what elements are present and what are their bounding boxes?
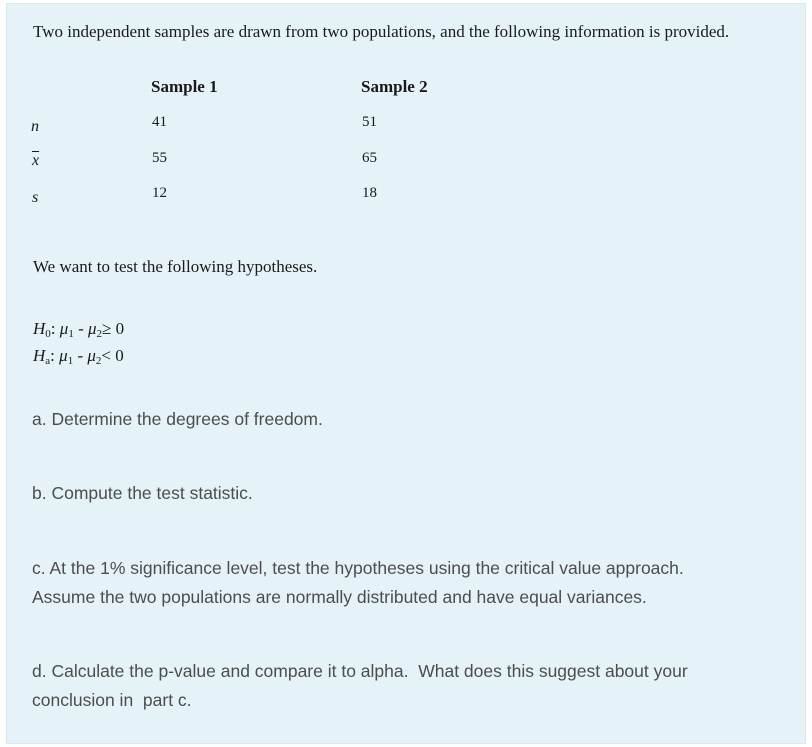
question-c [32,554,684,612]
ha-symbol: H [33,346,46,365]
h0-colon: : [50,319,60,338]
h0-mu2-subscript: 2 [96,328,103,340]
h0-subscript: 0 [45,328,51,340]
question-d [32,657,688,715]
h0-mu1-subscript: 1 [68,328,74,340]
question-b: b. Compute the test statistic. [32,483,253,503]
h0-mu2: μ [87,319,97,338]
row-label-xbar: $\overline{x}$ [32,152,40,169]
header-sample-2: Sample 2 [361,77,428,96]
alternative-hypothesis [33,346,124,367]
ha-mu1: μ [59,346,68,365]
question-c-line-2: Assume the two populations are normally distributed and have equal variances. [32,587,647,607]
sample1-s: 12 [152,185,167,201]
ha-mu1-subscript: 1 [67,355,74,367]
row-label-n: n [31,118,39,135]
question-c-line-1: c. At the 1% significance level, test the hypotheses using the critical value approach. [32,558,684,578]
question-panel [6,3,806,744]
sample2-n: 51 [362,114,377,130]
ha-relation: < 0 [101,346,124,365]
question-a: a. Determine the degrees of freedom. [32,409,323,429]
ha-mu2-subscript: 2 [95,355,102,367]
question-d-line-1: d. Calculate the p-value and compare it to alpha. What does this suggest about your [32,661,688,681]
ha-colon: : [50,346,60,365]
question-d-line-2: conclusion in part c. [32,690,192,710]
row-label-s: s [32,189,39,206]
sample1-n: 41 [152,114,167,130]
null-hypothesis [33,319,124,340]
hypotheses-intro: We want to test the following hypotheses. [33,257,318,276]
header-sample-1: Sample 1 [151,77,218,96]
ha-subscript: a [45,355,51,367]
h0-mu1: μ [59,319,69,338]
sample2-xbar: 65 [362,150,377,166]
ha-minus: - [73,346,88,365]
h0-symbol: H [33,319,46,338]
h0-minus: - [73,319,88,338]
h0-relation: ≥ 0 [102,319,125,338]
intro-text: Two independent samples are drawn from two populations, and the following information is provided. [33,22,730,41]
sample2-s: 18 [362,185,377,201]
ha-mu2: μ [87,346,96,365]
sample1-xbar: 55 [152,150,167,166]
